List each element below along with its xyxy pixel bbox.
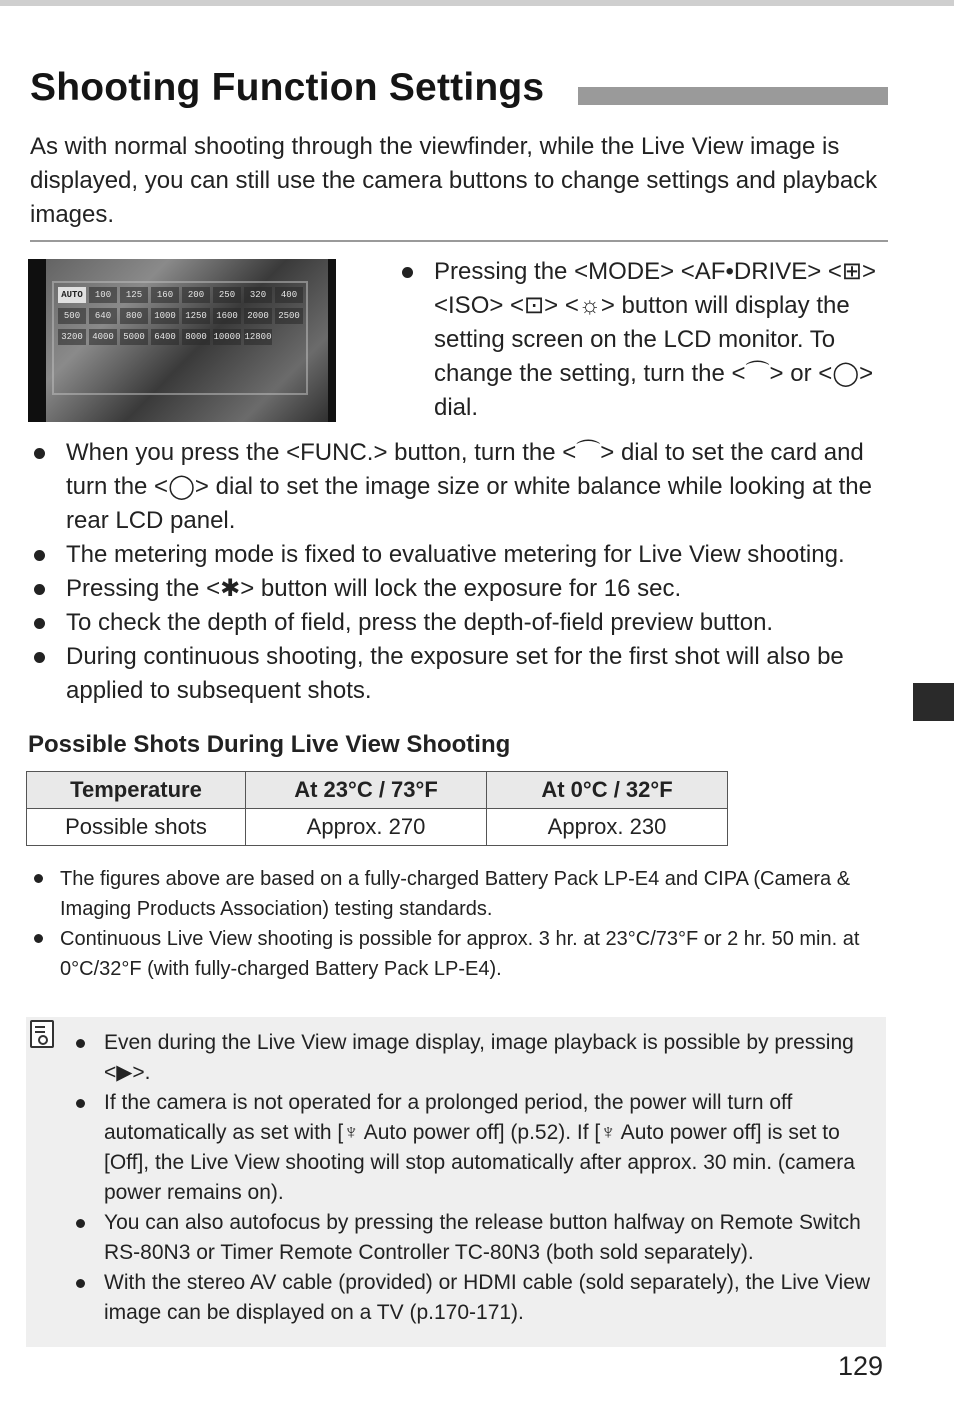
iso-cell: 400 <box>275 287 303 303</box>
table-header: At 23°C / 73°F <box>246 772 487 809</box>
list-item: Pressing the <✱> button will lock the exposure for 16 sec. <box>30 572 910 606</box>
table-notes <box>30 864 910 984</box>
list-item: To check the depth of field, press the depth-of-field preview button. <box>30 606 910 640</box>
list-item: You can also autofocus by pressing the release button halfway on Remote Switch RS-80N3 or Timer Remote Controller TC-80N3 (both sold separately). <box>72 1208 872 1268</box>
iso-cell: 8000 <box>182 329 210 345</box>
iso-cell: 800 <box>120 308 148 324</box>
iso-cell: 320 <box>244 287 272 303</box>
iso-cell: 1000 <box>151 308 179 324</box>
iso-row <box>58 308 308 324</box>
iso-row <box>58 329 308 345</box>
iso-cell: 250 <box>213 287 241 303</box>
memo-list <box>72 1028 872 1328</box>
iso-cell: 5000 <box>120 329 148 345</box>
iso-row <box>58 287 308 303</box>
iso-cell: 2500 <box>275 308 303 324</box>
list-item: During continuous shooting, the exposure set for the first shot will also be applied to subsequent shots. <box>30 640 910 708</box>
page-number: 129 <box>838 1351 884 1381</box>
list-item: When you press the <FUNC.> button, turn the <⌒> dial to set the card and turn the <◯> dial to set the image size or white balance while looking at the rear LCD panel. <box>30 436 910 538</box>
iso-cell: AUTO <box>58 287 86 303</box>
iso-cell: 500 <box>58 308 86 324</box>
iso-cell: 3200 <box>58 329 86 345</box>
chapter-tab <box>913 683 954 721</box>
list-item: Even during the Live View image display, image playback is possible by pressing <▶>. <box>72 1028 872 1088</box>
lcd-left-edge <box>28 259 46 422</box>
table-header: Temperature <box>27 772 246 809</box>
iso-cell: 4000 <box>89 329 117 345</box>
main-bullet-list <box>30 436 910 708</box>
side-bullet-text: Pressing the <MODE> <AF•DRIVE> <⊞> <ISO> <⊡> <☼> button will display the setting screen on the LCD monitor. To change the setting, turn the <⌒> or <◯> dial. <box>434 258 877 421</box>
iso-cell: 12800 <box>244 329 272 345</box>
lcd-right-edge <box>328 259 336 422</box>
top-border <box>0 0 954 6</box>
iso-cell: 100 <box>89 287 117 303</box>
table-row <box>27 809 728 846</box>
lcd-screen-image <box>28 259 336 422</box>
table-cell: Approx. 270 <box>246 809 487 846</box>
iso-cell: 1250 <box>182 308 210 324</box>
iso-cell: 125 <box>120 287 148 303</box>
bullet-dot <box>402 267 413 278</box>
title-decoration-bar <box>578 87 888 105</box>
table-cell: Approx. 230 <box>487 809 728 846</box>
iso-settings-grid <box>58 287 308 350</box>
section-heading: Possible Shots During Live View Shooting <box>28 731 511 758</box>
memo-icon <box>30 1020 54 1048</box>
iso-cell: 10000 <box>213 329 241 345</box>
iso-cell: 2000 <box>244 308 272 324</box>
iso-cell: 200 <box>182 287 210 303</box>
table-header: At 0°C / 32°F <box>487 772 728 809</box>
iso-cell: 6400 <box>151 329 179 345</box>
section-divider <box>30 240 888 242</box>
list-item: The figures above are based on a fully-charged Battery Pack LP-E4 and CIPA (Camera & Imaging Products Association) testing standards. <box>30 864 910 924</box>
iso-cell: 160 <box>151 287 179 303</box>
iso-cell: 1600 <box>213 308 241 324</box>
table-header-row <box>27 772 728 809</box>
list-item: With the stereo AV cable (provided) or HDMI cable (sold separately), the Live View image can be displayed on a TV (p.170-171). <box>72 1268 872 1328</box>
list-item: The metering mode is fixed to evaluative metering for Live View shooting. <box>30 538 910 572</box>
intro-paragraph: As with normal shooting through the viewfinder, while the Live View image is displayed, you can still use the camera buttons to change settings and playback images. <box>30 133 878 228</box>
page-title: Shooting Function Settings <box>30 66 545 109</box>
list-item: Continuous Live View shooting is possible for approx. 3 hr. at 23°C/73°F or 2 hr. 50 min. at 0°C/32°F (with fully-charged Battery Pack LP-E4). <box>30 924 910 984</box>
iso-cell: 640 <box>89 308 117 324</box>
table-cell: Possible shots <box>27 809 246 846</box>
possible-shots-table <box>26 771 728 846</box>
list-item: If the camera is not operated for a prolonged period, the power will turn off automatically as set with [♆ Auto power off] (p.52). If [♆ Auto power off] is set to [Off], the Live View shooting will stop automatically after approx. 30 min. (camera power remains on). <box>72 1088 872 1208</box>
